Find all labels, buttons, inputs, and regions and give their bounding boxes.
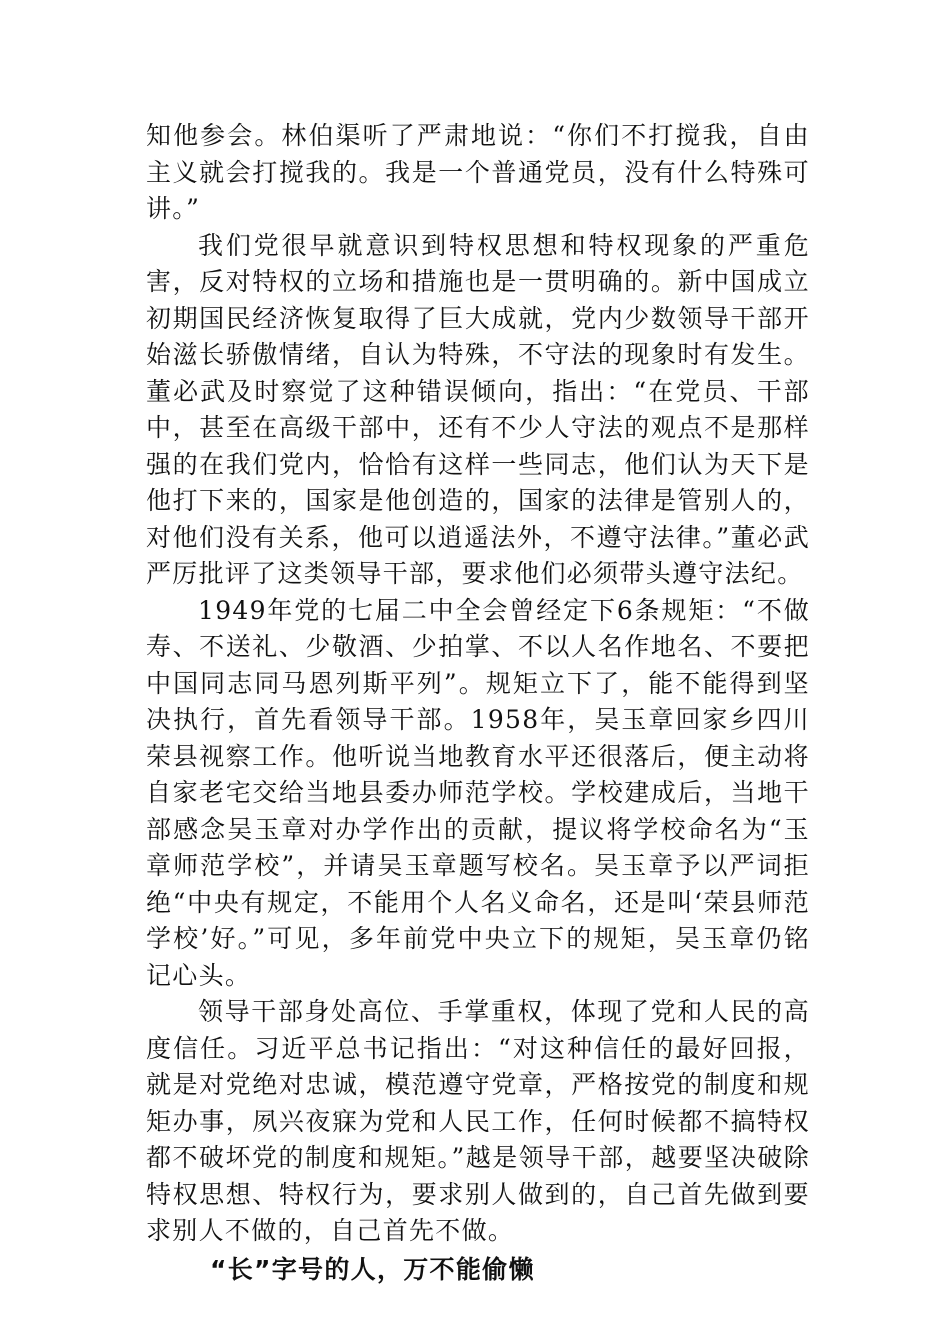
paragraph-4: 领导干部身处高位、手掌重权，体现了党和人民的高度信任。习近平总书记指出：“对这种信任的最好回报，就是对党绝对忠诚，模范遵守党章，严格按党的制度和规矩办事，夙兴夜寐为党和人民工作，任何时候都不搞特权都不破坏党的制度和规矩。”越是领导干部，越要坚决破除特权思想、特权行为，要求别人做到的，自己首先做到要求别人不做的，自己首先不做。 [146, 997, 810, 1245]
section-heading: “长”字号的人，万不能偷懒 [210, 1254, 535, 1284]
paragraph-2: 我们党很早就意识到特权思想和特权现象的严重危害，反对特权的立场和措施也是一贯明确的。新中国成立初期国民经济恢复取得了巨大成就，党内少数领导干部开始滋长骄傲情绪，自认为特殊，不守法的现象时有发生。董必武及时察觉了这种错误倾向，指出：“在党员、干部中，甚至在高级干部中，还有不少人守法的观点不是那样强的在我们党内，恰恰有这样一些同志，他们认为天下是他打下来的，国家是他创造的，国家的法律是管别人的，对他们没有关系，他可以逍遥法外，不遵守法律。”董必武严厉批评了这类领导干部，要求他们必须带头遵守法纪。 [146, 230, 810, 588]
document-page [146, 118, 810, 1288]
paragraph-1: 知他参会。林伯渠听了严肃地说：“你们不打搅我，自由主义就会打搅我的。我是一个普通党员，没有什么特殊可讲。” [146, 121, 810, 223]
paragraph-3: 1949年党的七届二中全会曾经定下6条规矩：“不做寿、不送礼、少敬酒、少拍掌、不以人名作地名、不要把中国同志同马恩列斯平列”。规矩立下了，能不能得到坚决执行，首先看领导干部。1958年，吴玉章回家乡四川荣县视察工作。他听说当地教育水平还很落后，便主动将自家老宅交给当地县委办师范学校。学校建成后，当地干部感念吴玉章对办学作出的贡献，提议将学校命名为“玉章师范学校”，并请吴玉章题写校名。吴玉章予以严词拒绝“中央有规定，不能用个人名义命名，还是叫‘荣县师范学校’好。”可见，多年前党中央立下的规矩，吴玉章仍铭记心头。 [146, 595, 810, 990]
